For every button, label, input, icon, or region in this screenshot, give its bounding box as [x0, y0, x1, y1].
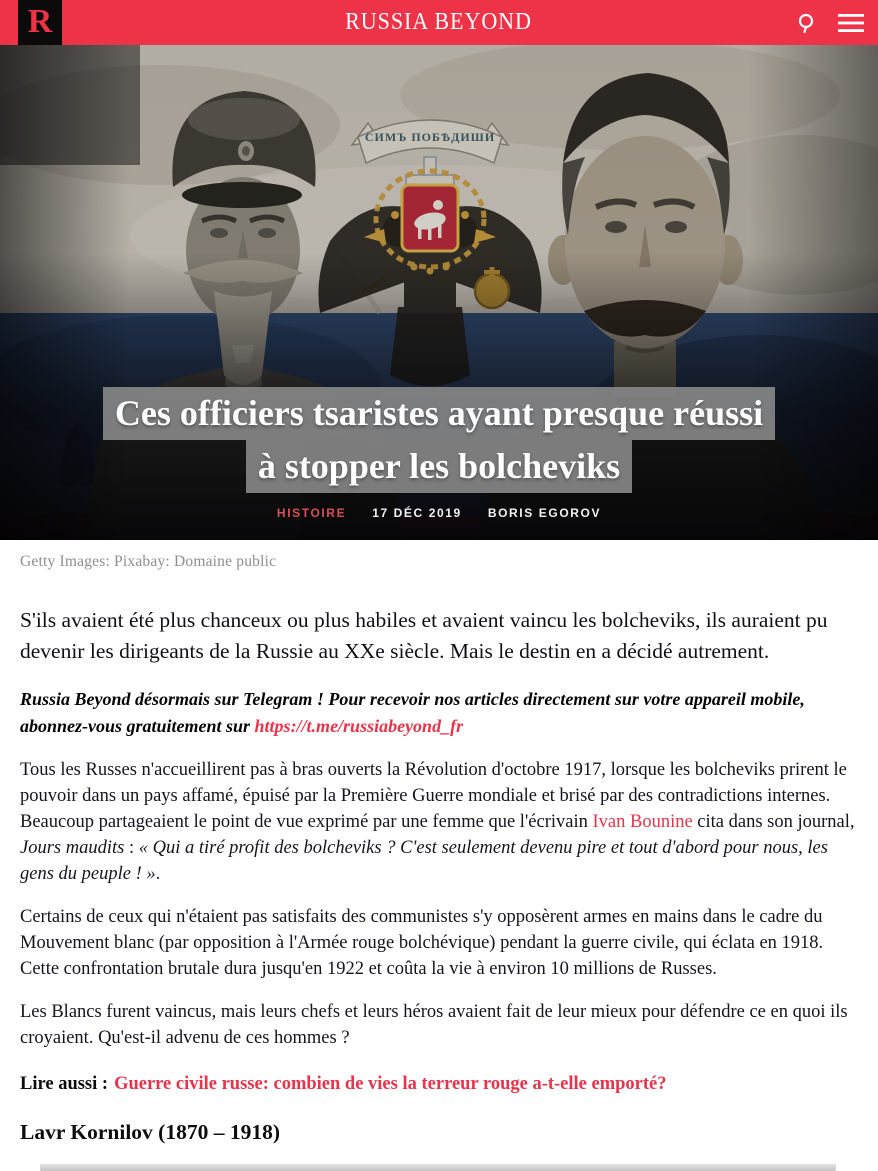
telegram-promo-text: Russia Beyond désormais sur Telegram ! Pour recevoir nos articles directement sur votre appareil mobile, abonnez-vous gratuitement sur — [20, 689, 805, 736]
article-title-line1: Ces officiers tsaristes ayant presque réussi — [103, 387, 775, 440]
logo-letter: R — [27, 2, 53, 40]
paragraph-2: Certains de ceux qui n'étaient pas satisfaits des communistes s'y opposèrent armes en mains dans le cadre du Mouvement blanc (par opposition à l'Armée rouge bolchévique) pendant la guerre civile, qui éclata en 1918. Cette confrontation brutale dura jusqu'en 1922 et coûta la vie à environ 10 millions de Russes. — [20, 907, 824, 979]
telegram-promo — [20, 686, 856, 740]
menu-button[interactable] — [838, 13, 864, 33]
paragraph-1-text: . — [155, 864, 161, 884]
read-also — [20, 1072, 856, 1097]
paragraph-1-text: Tous les Russes n'accueillirent pas à bras ouverts la Révolution d'octobre 1917, lorsque les bolcheviks prirent le pouvoir dans un pays affamé, épuisé par la Première Guerre mondiale et brisé par des contradictions internes. Beaucoup partageaient le point de vue exprimé par une femme que l'écrivain — [20, 760, 847, 832]
article-title — [0, 387, 878, 493]
image-credit: Getty Images: Pixabay: Domaine public — [20, 553, 277, 570]
publish-date: 17 DÉC 2019 — [372, 506, 462, 520]
ivan-bounine-link[interactable]: Ivan Bounine — [592, 812, 693, 832]
journal-title-italic: Jours maudits — [20, 838, 125, 858]
article-title-line2: à stopper les bolcheviks — [246, 440, 632, 493]
telegram-link[interactable]: https://t.me/russiabeyond_fr — [254, 716, 464, 736]
article-body — [0, 605, 878, 1171]
section-heading-kornilov: Lavr Kornilov (1870 – 1918) — [20, 1120, 280, 1144]
author-link[interactable]: BORIS EGOROV — [487, 506, 602, 520]
search-icon — [796, 12, 818, 34]
read-also-link[interactable]: Guerre civile russe: combien de vies la terreur rouge a-t-elle emporté? — [114, 1074, 667, 1094]
category-link[interactable]: HISTOIRE — [276, 506, 347, 520]
brand-title[interactable]: RUSSIA BEYOND — [345, 9, 533, 35]
article-meta — [0, 506, 878, 520]
top-navigation-bar — [0, 0, 878, 45]
quote-italic: « Qui a tiré profit des bolcheviks ? C'est seulement devenu pire et tout d'abord pour nous, les gens du peuple ! » — [20, 838, 828, 884]
paragraph-1-text: : — [124, 838, 139, 858]
russia-beyond-logo[interactable] — [18, 0, 62, 45]
paragraph-1-text: cita dans son journal, — [692, 812, 855, 832]
hero-image — [0, 45, 878, 540]
paragraph-1 — [20, 757, 856, 887]
search-button[interactable] — [796, 12, 818, 34]
paragraph-3: Les Blancs furent vaincus, mais leurs chefs et leurs héros avaient fait de leur mieux pour défendre ce en quoi ils croyaient. Qu'est-il advenu de ces hommes ? — [20, 1002, 848, 1048]
next-image-top-edge — [40, 1164, 836, 1171]
read-also-label: Lire aussi : — [20, 1074, 109, 1094]
article-lead: S'ils avaient été plus chanceux ou plus habiles et avaient vaincu les bolcheviks, ils auraient pu devenir les dirigeants de la Russie au XXe siècle. Mais le destin en a décidé autrement. — [20, 608, 828, 663]
hamburger-menu-icon — [838, 13, 864, 33]
